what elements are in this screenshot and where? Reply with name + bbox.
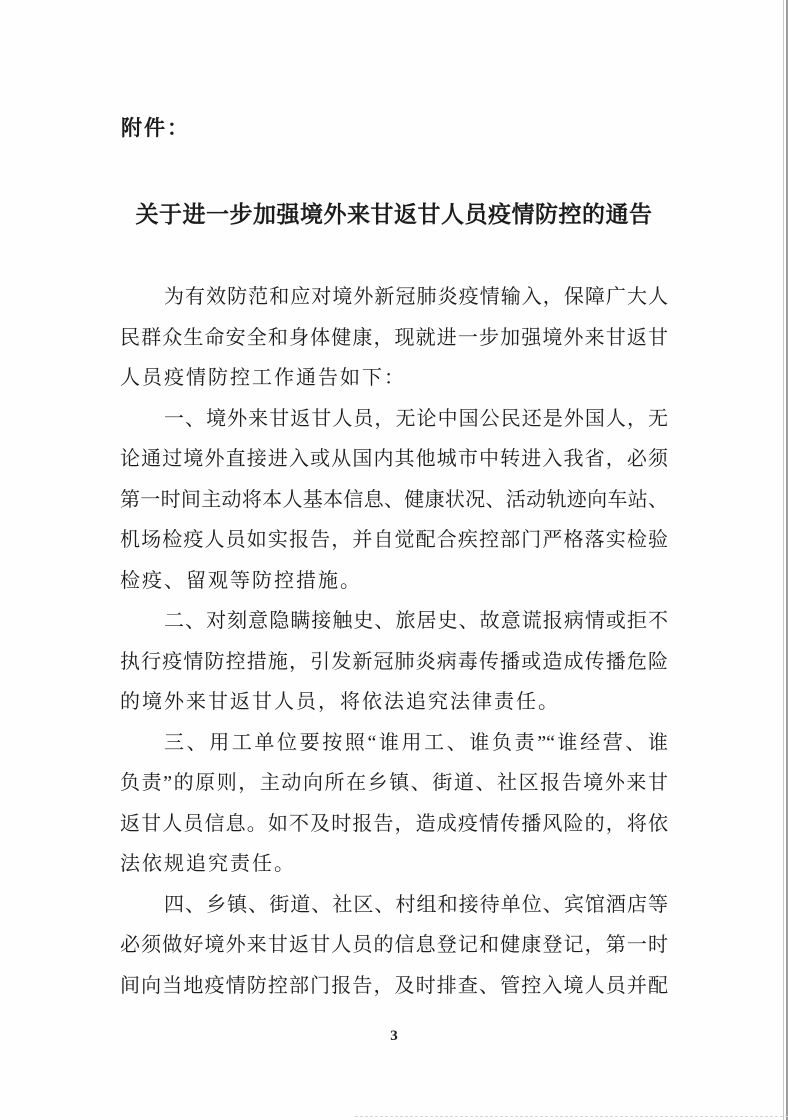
body-line: 人员疫情防控工作通告如下：	[120, 367, 406, 389]
body-line: 执行疫情防控措施，引发新冠肺炎病毒传播或造成传播危险	[120, 650, 668, 673]
body-line: 民群众生命安全和身体健康，现就进一步加强境外来甘返甘	[120, 326, 668, 349]
paragraph-item-2	[120, 601, 668, 723]
body-line: 一、境外来甘返甘人员，无论中国公民还是外国人，无	[164, 407, 668, 430]
body-line: 机场检疫人员如实报告，并自觉配合疾控部门严格落实检验	[120, 529, 668, 551]
body-line: 的境外来甘返甘人员，将依法追究法律责任。	[120, 691, 560, 713]
body-line: 负责”的原则，主动向所在乡镇、街道、社区报告境外来甘	[120, 772, 668, 794]
body-line: 必须做好境外来甘返甘人员的信息登记和健康登记，第一时	[120, 934, 668, 956]
body-line: 第一时间主动将本人基本信息、健康状况、活动轨迹向车站、	[120, 488, 668, 511]
body-line: 检疫、留观等防控措施。	[120, 569, 362, 592]
scan-artifact-dashed-line	[355, 1116, 788, 1117]
body-line: 间向当地疫情防控部门报告，及时排查、管控入境人员并配	[120, 974, 668, 997]
body-line: 返甘人员信息。如不及时报告，造成疫情传播风险的，将依	[120, 812, 668, 835]
scan-edge-line	[783, 0, 784, 1120]
body-line: 论通过境外直接进入或从国内其他城市中转进入我省，必须	[120, 448, 668, 470]
body-line: 三、用工单位要按照“谁用工、谁负责”“谁经营、谁	[164, 731, 668, 754]
paragraph-item-4	[120, 885, 668, 1007]
document-title: 关于进一步加强境外来甘返甘人员疫情防控的通告	[135, 202, 653, 227]
paragraph-item-3	[120, 723, 668, 885]
body-line: 为有效防范和应对境外新冠肺炎疫情输入，保障广大人	[164, 286, 668, 308]
paragraph-intro	[120, 277, 668, 399]
page-number: 3	[390, 1028, 398, 1044]
body-line: 四、乡镇、街道、社区、村组和接待单位、宾馆酒店等	[164, 893, 668, 916]
document-body	[120, 277, 668, 1006]
attachment-label: 附件：	[121, 116, 190, 140]
body-line: 法依规追究责任。	[120, 853, 296, 875]
paragraph-item-1	[120, 399, 668, 602]
body-line: 二、对刻意隐瞒接触史、旅居史、故意谎报病情或拒不	[164, 610, 668, 632]
